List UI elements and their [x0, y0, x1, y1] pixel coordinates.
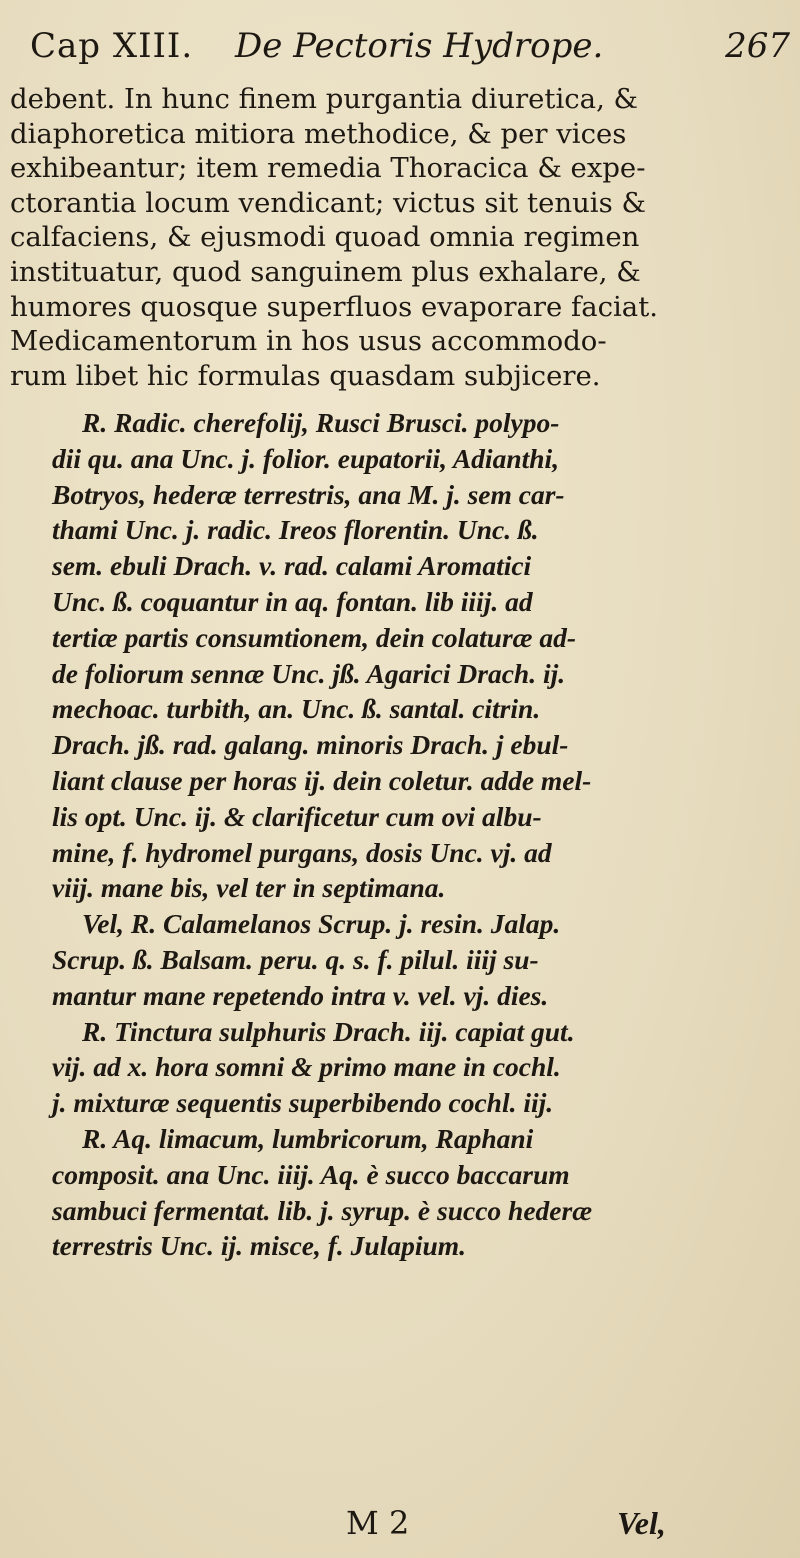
recipe-line: mechoac. turbith, an. Unc. ß. santal. citrin.	[52, 693, 541, 725]
running-head: De Pectoris Hydrope.	[235, 26, 604, 66]
body-line: humores quosque superfluos evaporare faciat.	[10, 290, 658, 323]
recipe-line: j. mixturæ sequentis superbibendo cochl. iij.	[52, 1087, 554, 1119]
recipe-line: liant clause per horas ij. dein coletur. adde mel-	[52, 764, 592, 796]
recipe-line: viij. mane bis, vel ter in septimana.	[52, 872, 446, 904]
body-line: Medicamentorum in hos usus accommodo-	[10, 325, 607, 358]
body-line: rum libet hic formulas quasdam subjicere.	[10, 359, 601, 392]
recipe-line: mine, f. hydromel purgans, dosis Unc. vj. ad	[52, 836, 552, 868]
recipe-line: R. Radic. cherefolij, Rusci Brusci. polypo-	[82, 407, 560, 438]
recipe-line: tertiæ partis consumtionem, dein colaturæ ad-	[52, 621, 577, 653]
recipe-line: lis opt. Unc. ij. & clarificetur cum ovi albu-	[52, 800, 542, 832]
recipe-line: terrestris Unc. ij. misce, f. Julapium.	[52, 1230, 467, 1262]
recipe-line: sambuci fermentat. lib. j. syrup. è succo hederæ	[52, 1194, 593, 1226]
recipe-line: sem. ebuli Drach. v. rad. calami Aromatici	[52, 550, 532, 582]
body-line: instituatur, quod sanguinem plus exhalare, &	[10, 255, 641, 288]
recipe-line: Unc. ß. coquantur in aq. fontan. lib iiij. ad	[52, 585, 533, 617]
recipe-line: Scrup. ß. Balsam. peru. q. s. f. pilul. iiij su-	[52, 943, 539, 975]
recipe-line: Vel, R. Calamelanos Scrup. j. resin. Jalap.	[82, 908, 561, 940]
page-footer	[0, 1500, 800, 1546]
chapter-label: Cap XIII.	[30, 26, 194, 66]
recipe-line: composit. ana Unc. iiij. Aq. è succo baccarum	[52, 1158, 570, 1190]
recipe-line: R. Tinctura sulphuris Drach. iij. capiat gut.	[82, 1015, 575, 1047]
body-line: exhibeantur; item remedia Thoracica & expe-	[10, 152, 646, 185]
page-number: 267	[725, 26, 790, 66]
body-line: diaphoretica mitiora methodice, & per vices	[10, 117, 627, 150]
catchword: Vel,	[617, 1505, 666, 1541]
body-text	[10, 82, 790, 393]
recipe-line: R. Aq. limacum, lumbricorum, Raphani	[82, 1122, 534, 1154]
body-line: ctorantia locum vendicant; victus sit tenuis &	[10, 186, 646, 219]
recipe-line: de foliorum sennæ Unc. jß. Agarici Drach. ij.	[52, 657, 566, 689]
body-line: calfaciens, & ejusmodi quoad omnia regimen	[10, 221, 640, 254]
recipe-line: mantur mane repetendo intra v. vel. vj. dies.	[52, 979, 549, 1011]
recipe-line: thami Unc. j. radic. Ireos florentin. Unc. ß.	[52, 514, 539, 546]
recipe-line: dii qu. ana Unc. j. folior. eupatorii, Adianthi,	[52, 442, 560, 474]
recipe-line: Botryos, hederæ terrestris, ana M. j. sem car-	[52, 478, 565, 510]
recipe-line: vij. ad x. hora somni & primo mane in cochl.	[52, 1051, 561, 1083]
recipe-line: Drach. jß. rad. galang. minoris Drach. j ebul-	[52, 729, 569, 761]
signature-mark: M 2	[346, 1504, 410, 1542]
body-line: debent. In hunc finem purgantia diuretica, &	[10, 83, 639, 115]
recipe-block	[52, 405, 792, 1264]
page-header	[30, 16, 790, 76]
